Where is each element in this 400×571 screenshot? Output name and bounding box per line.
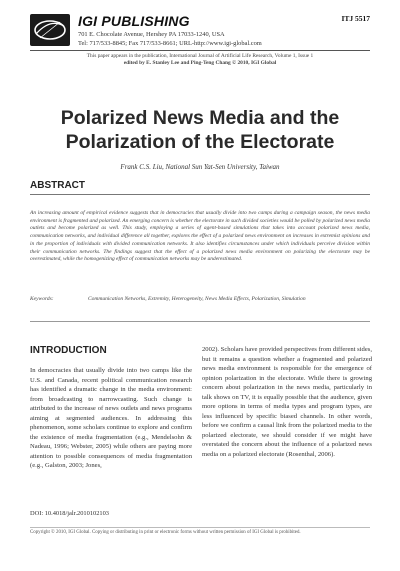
header-rule: [30, 50, 370, 51]
abstract-rule: [30, 194, 370, 195]
notice-line-1: This paper appears in the publication, International Journal of Artificial Life Research, Volume 1, Issue 1: [86, 53, 314, 59]
publication-notice: [30, 53, 370, 67]
keywords-label: Keywords:: [30, 296, 54, 302]
keywords-text: Communication Networks, Extremity, Heterogeneity, News Media Effects, Polarization, Simulation: [88, 296, 306, 302]
introduction-heading: INTRODUCTION: [30, 345, 107, 356]
publisher-address: 701 E. Chocolate Avenue, Hershey PA 17033-1240, USA: [78, 31, 225, 38]
paper-title: [20, 106, 380, 154]
abstract-heading: ABSTRACT: [30, 180, 85, 191]
abstract-bottom-rule: [30, 321, 370, 322]
title-line-1: Polarized News Media and the: [60, 107, 340, 129]
publisher-contact: Tel: 717/533-8845; Fax 717/533-8661; URL-http://www.igi-global.com: [78, 40, 262, 47]
doi-line[interactable]: DOI: 10.4018/jalr.2010102103: [30, 510, 109, 517]
abstract-text: An increasing amount of empirical evidence suggests that in democracies that usually divide into two camps during a campaign season, the news media environment is fragmented and polarized. An emerging concern is whether the electorate in such divided societies would be polled by polarized news media outlets and become polarized as well. This study, employing a series of agent-based simulations that takes into account polarized news media, communication networks, and individual difference all together, explores the effect of a polarized news environment on increases in extremist opinions and in the proportion of individuals with divided communication networks. It also identifies circumstances under which individuals perceive division within their communication networks. The findings suggest that the effect of a polarized news media environment on polarizing the electorate may be overestimated, while the homogenizing effect of communication networks may be underestimated.: [30, 210, 370, 263]
footer-rule: [30, 527, 370, 528]
publisher-logo: [30, 14, 70, 46]
copyright-notice: Copyright © 2010, IGI Global. Copying or distributing in print or electronic forms without written permission of IGI Global is prohibited.: [30, 530, 301, 535]
publisher-name: IGI PUBLISHING: [78, 13, 190, 29]
author-line: Frank C.S. Liu, National Sun Yat-Sen University, Taiwan: [120, 163, 280, 171]
title-line-2: Polarization of the Electorate: [65, 131, 335, 153]
intro-right-column: 2002). Scholars have provided perspectives from different sides, but it remains a question whether a fragmented and polarized news media environment is responsible for the emergence of opinion polarization in the electorate. While there is growing concern about polarization in the news media, particularly in talk shows on TV, it is equally possible that the audience, given more options in terms of media types and program types, are less influenced by specific biased channels. In other words, before we confirm a causal link from the polarized media to the polarized electorate, we should consider if we might have overstated the concern about the influence of a polarized news media on a polarized electorate (Rosenthal, 2006).: [202, 346, 372, 458]
article-code: ITJ 5517: [341, 14, 370, 23]
notice-line-2: edited by E. Stanley Lee and Ping-Teng Chang © 2010, IGI Global: [123, 60, 277, 66]
intro-left-column: In democracies that usually divide into two camps like the U.S. and Canada, recent political communication research has identified a dramatic change in the media environment: from broadcasting to narrowcasting. Such change is attributed to the increase of news outlets and news programs aiming at segmented audiences. In addressing this phenomenon, some scholars continue to explore and confirm the existence of media fragmentation (e.g., Mendelsohn & Nadeau, 1996; Webster, 2005) while others are paying more attention to possible consequences of media fragmentation (e.g., Galston, 2003; Jones,: [30, 367, 192, 469]
